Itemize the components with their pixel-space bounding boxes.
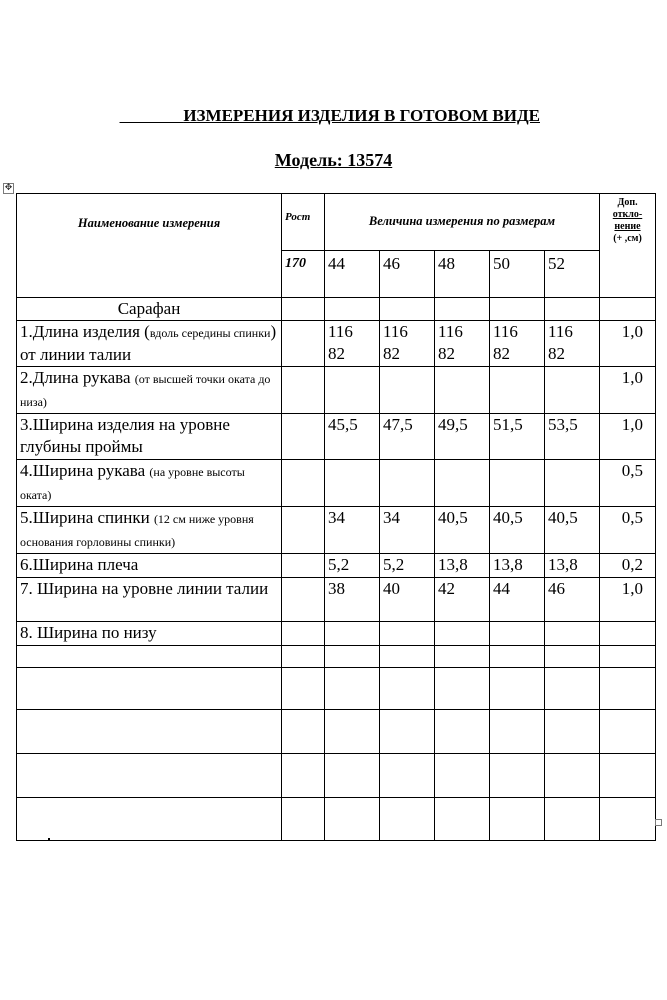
header-deviation: Доп. откло- нение (+ ,см) (600, 194, 656, 298)
model-number: Модель: 13574 (274, 150, 393, 170)
value-cell: 5,2 (325, 554, 380, 578)
value-cell (435, 367, 490, 414)
rost-cell (282, 414, 325, 460)
value-cell: 42 (435, 578, 490, 622)
measurement-name: 8. Ширина по низу (17, 622, 282, 646)
table-row (17, 367, 656, 414)
value-cell (380, 367, 435, 414)
deviation-cell: 1,0 (600, 414, 656, 460)
empty-row (17, 710, 656, 754)
value-cell: 51,5 (490, 414, 545, 460)
rost-cell (282, 460, 325, 507)
value-cell (545, 367, 600, 414)
value-cell: 44 (490, 578, 545, 622)
value-cell (325, 622, 380, 646)
empty-row (17, 754, 656, 798)
section-label: Сарафан (17, 298, 282, 321)
value-cell: 116 82 (325, 321, 380, 367)
value-cell: 40,5 (435, 507, 490, 554)
value-cell: 49,5 (435, 414, 490, 460)
value-cell: 116 82 (435, 321, 490, 367)
document-title: ИЗМЕРЕНИЯ ИЗДЕЛИЯ В ГОТОВОМ ВИДЕ (183, 106, 540, 125)
deviation-cell: 1,0 (600, 367, 656, 414)
measurement-name: 1.Длина изделия (вдоль середины спинки) от линии талии (17, 321, 282, 367)
deviation-cell (600, 622, 656, 646)
measurement-name: 2.Длина рукава (от высшей точки оката до низа) (17, 367, 282, 414)
rost-cell (282, 507, 325, 554)
size-44: 44 (325, 251, 380, 298)
size-48: 48 (435, 251, 490, 298)
header-rost: Рост (282, 194, 325, 251)
value-cell (325, 460, 380, 507)
table-resize-icon[interactable] (655, 819, 662, 826)
measurement-name: 6.Ширина плеча (17, 554, 282, 578)
value-cell (325, 367, 380, 414)
measurement-name: 7. Ширина на уровне линии талии (17, 578, 282, 622)
value-cell (435, 622, 490, 646)
table-row (17, 578, 656, 622)
size-50: 50 (490, 251, 545, 298)
value-cell: 40,5 (545, 507, 600, 554)
table-row (17, 507, 656, 554)
rost-cell (282, 321, 325, 367)
measurement-name: 5.Ширина спинки (12 см ниже уровня основания горловины спинки) (17, 507, 282, 554)
deviation-cell: 0,5 (600, 460, 656, 507)
value-cell: 53,5 (545, 414, 600, 460)
value-cell (490, 622, 545, 646)
value-cell (380, 622, 435, 646)
value-cell: 13,8 (490, 554, 545, 578)
value-cell (545, 460, 600, 507)
value-cell (380, 460, 435, 507)
deviation-cell: 1,0 (600, 578, 656, 622)
value-cell: 5,2 (380, 554, 435, 578)
header-name: Наименование измерения (17, 194, 282, 298)
stray-dot (48, 838, 50, 840)
measurement-name: 4.Ширина рукава (на уровне высоты оката) (17, 460, 282, 507)
value-cell: 116 82 (545, 321, 600, 367)
value-cell: 13,8 (435, 554, 490, 578)
value-cell: 13,8 (545, 554, 600, 578)
value-cell: 40,5 (490, 507, 545, 554)
empty-row (17, 798, 656, 841)
value-cell: 116 82 (380, 321, 435, 367)
value-cell (490, 460, 545, 507)
value-cell: 45,5 (325, 414, 380, 460)
empty-row (17, 646, 656, 668)
deviation-cell: 0,2 (600, 554, 656, 578)
table-row (17, 414, 656, 460)
value-cell: 46 (545, 578, 600, 622)
deviation-cell: 1,0 (600, 321, 656, 367)
rost-cell (282, 367, 325, 414)
table-row (17, 622, 656, 646)
rost-cell (282, 554, 325, 578)
value-cell: 40 (380, 578, 435, 622)
value-cell: 116 82 (490, 321, 545, 367)
table-row (17, 321, 656, 367)
value-cell: 38 (325, 578, 380, 622)
rost-cell (282, 622, 325, 646)
value-cell: 34 (325, 507, 380, 554)
value-cell: 47,5 (380, 414, 435, 460)
rost-cell (282, 578, 325, 622)
value-cell: 34 (380, 507, 435, 554)
measurement-name: 3.Ширина изделия на уровне глубины проймы (17, 414, 282, 460)
empty-row (17, 668, 656, 710)
header-sizes: Величина измерения по размерам (325, 194, 600, 251)
table-move-icon[interactable]: ✥ (4, 183, 13, 193)
deviation-cell: 0,5 (600, 507, 656, 554)
value-cell (435, 460, 490, 507)
value-cell (490, 367, 545, 414)
size-52: 52 (545, 251, 600, 298)
size-46: 46 (380, 251, 435, 298)
rost-value: 170 (282, 251, 325, 298)
value-cell (545, 622, 600, 646)
table-row (17, 460, 656, 507)
measurement-table (16, 193, 656, 841)
table-row (17, 554, 656, 578)
